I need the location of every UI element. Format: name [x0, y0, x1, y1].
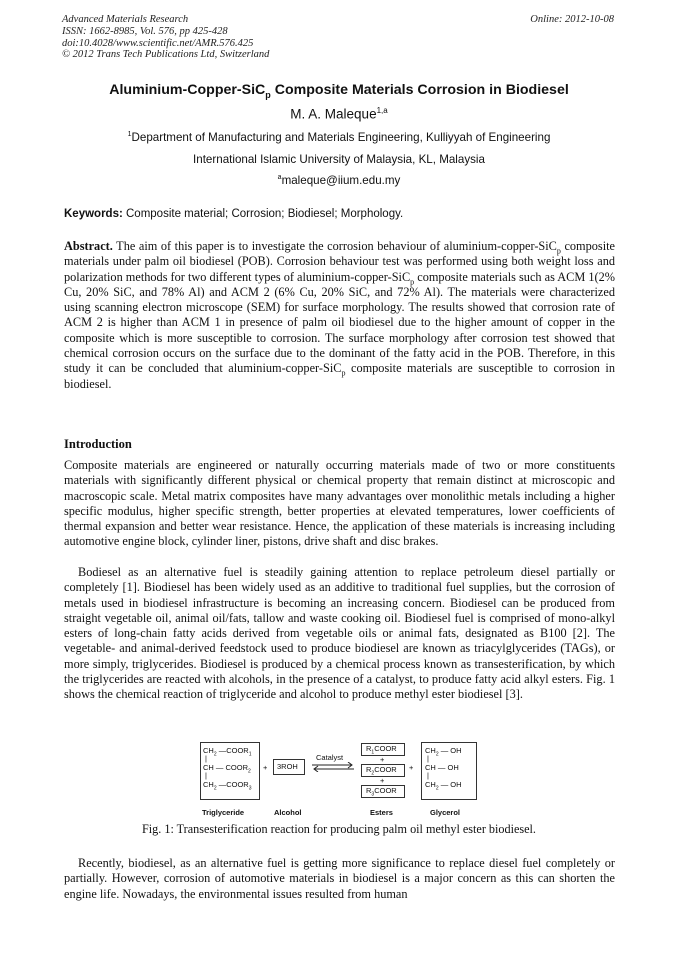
journal-name: Advanced Materials Research — [62, 14, 189, 25]
abstract: Abstract. The aim of this paper is to investigate the corrosion behaviour of aluminium-copper-SiC$_p$ composite materials under palm oil biodiesel (POB). Corrosion behaviour test was performed using both weight loss and polarization methods for two different types of aluminium-copper-SiC$_p$ composite materials such as ACM 1(2% Cu, 20% SiC, and 78% Al) and ACM 2 (6% Cu, 20% SiC, and 72% Al). The materials were characterized using scanning electron microscope (SEM) for surface morphology. The results showed that corrosion rate of ACM 2 is higher than ACM 1 in presence of palm oil biodiesel due to the higher amount of copper in the composite which is more susceptible to corrosion. The surface morphology after corrosion test showed that chemical corrosion occurs on the surface due to the dominant of the fatty acid in the POB. Therefore, in this study it can be concluded that aluminium-copper-SiC$_p$ composite materials are susceptible to corrosion in biodiesel. — [64, 239, 615, 391]
figure-text: | — [205, 754, 207, 763]
figure-text: $CH_2$ $—COOR_3$ — [203, 780, 252, 792]
issn: ISSN: 1662-8985, Vol. 576, pp 425-428 — [62, 25, 228, 37]
figure-text: + — [263, 763, 268, 772]
journal-header — [62, 14, 269, 61]
label-alcohol: Alcohol — [274, 808, 302, 817]
intro-paragraph-1: Composite materials are engineered or naturally occurring materials made of two or more constituents materials with significantly different physical or chemical property that remain distinct at microscopic and macroscopic scale. Metal matrix composites have many advantages over monolithic metals including a higher specific modulus, higher specific strength, better properties at elevated temperatures, lower coefficients of thermal expansion and better wear resistance. Hence, the application of these materials is increasing including automotive engine block, cylinder liner, pistons, drive shaft and disc brakes. — [64, 458, 615, 549]
figure-text: CH — OH — [425, 763, 459, 772]
reaction-arrows — [310, 762, 356, 772]
figure-text: | — [427, 754, 429, 763]
figure-text: $CH_2$ — OH — [425, 746, 462, 758]
affiliation-dept: $^1$Department of Manufacturing and Materials Engineering, Kulliyyah of Engineering — [127, 131, 551, 144]
paper-title: Aluminium-Copper-SiC$_p$ Composite Materials Corrosion in Biodiesel — [109, 82, 569, 100]
figure-text: $R_3COOR$ — [366, 786, 397, 798]
figure-text: + — [409, 763, 414, 772]
figure-text: $CH_2$ $—COOR_1$ — [203, 746, 252, 758]
intro-paragraph-2: Bodiesel as an alternative fuel is steadily gaining attention to replace petroleum diesel partially or completely [1]. Biodiesel has been widely used as an additive to traditional fuel supplies, but the corrosion of metals used in biodiesel infrastructure is becoming an increasing concern. Biodiesel can be produced from straight vegetable oil, animal oil/fats, tallow and waste cooking oil. Biodiesel fuel is comprised of mono-alkyl esters of long-chain fatty acids derived from vegetable oils or animal fats, designated as B100 [2]. The vegetable- and animal-derived feedstock used to produce biodiesel are known as triacylglycerides (TAGs), or more simply, triglycerides. Biodiesel is produced by a chemical process known as transesterification, by which the triglycerides are reacted with alcohols, in the presence of a catalyst, to produce fatty acid alkyl esters. Fig. 1 shows the chemical reaction of triglyceride and alcohol to produce methyl ester biodiesel [3]. — [64, 565, 615, 702]
copyright: © 2012 Trans Tech Publications Ltd, Switzerland — [62, 49, 270, 61]
label-esters: Esters — [370, 808, 393, 817]
intro-paragraph-3: Recently, biodiesel, as an alternative fuel is getting more significance to replace diesel fuel completely or partially. However, corrosion of automotive materials in biodiesel is a major concern as this can shorten the engine life. Nowadays, the environmental issues resulted from human — [64, 856, 615, 901]
figure-text: + — [380, 755, 385, 764]
figure-text: CH — $COOR_2$ — [203, 763, 251, 775]
keywords: Keywords: Composite material; Corrosion; Biodiesel; Morphology. — [64, 208, 404, 220]
figure-text: Catalyst — [316, 753, 344, 762]
figure-text: $CH_2$ — OH — [425, 780, 462, 792]
online-date: Online: 2012-10-08 — [530, 14, 614, 25]
label-glycerol: Glycerol — [430, 808, 461, 817]
figure-text: $R_1COOR$ — [366, 744, 397, 756]
figure-transesterification — [200, 742, 480, 820]
figure-text: + — [380, 776, 385, 785]
label-triglyceride: Triglyceride — [202, 808, 245, 817]
figure-caption: Fig. 1: Transesterification reaction for producing palm oil methyl ester biodiesel. — [142, 822, 536, 836]
author-email: $^a$maleque@iium.edu.my — [277, 174, 401, 187]
author: M. A. Maleque$^{1,a}$ — [290, 106, 388, 122]
doi: doi:10.4028/www.scientific.net/AMR.576.425 — [62, 37, 254, 49]
introduction-heading: Introduction — [64, 437, 132, 451]
figure-text: $R_2COOR$ — [366, 765, 397, 777]
affiliation-university: International Islamic University of Malaysia, KL, Malaysia — [193, 153, 485, 166]
figure-text: | — [205, 771, 207, 780]
figure-text: | — [427, 771, 429, 780]
figure-text: 3ROH — [277, 762, 298, 771]
